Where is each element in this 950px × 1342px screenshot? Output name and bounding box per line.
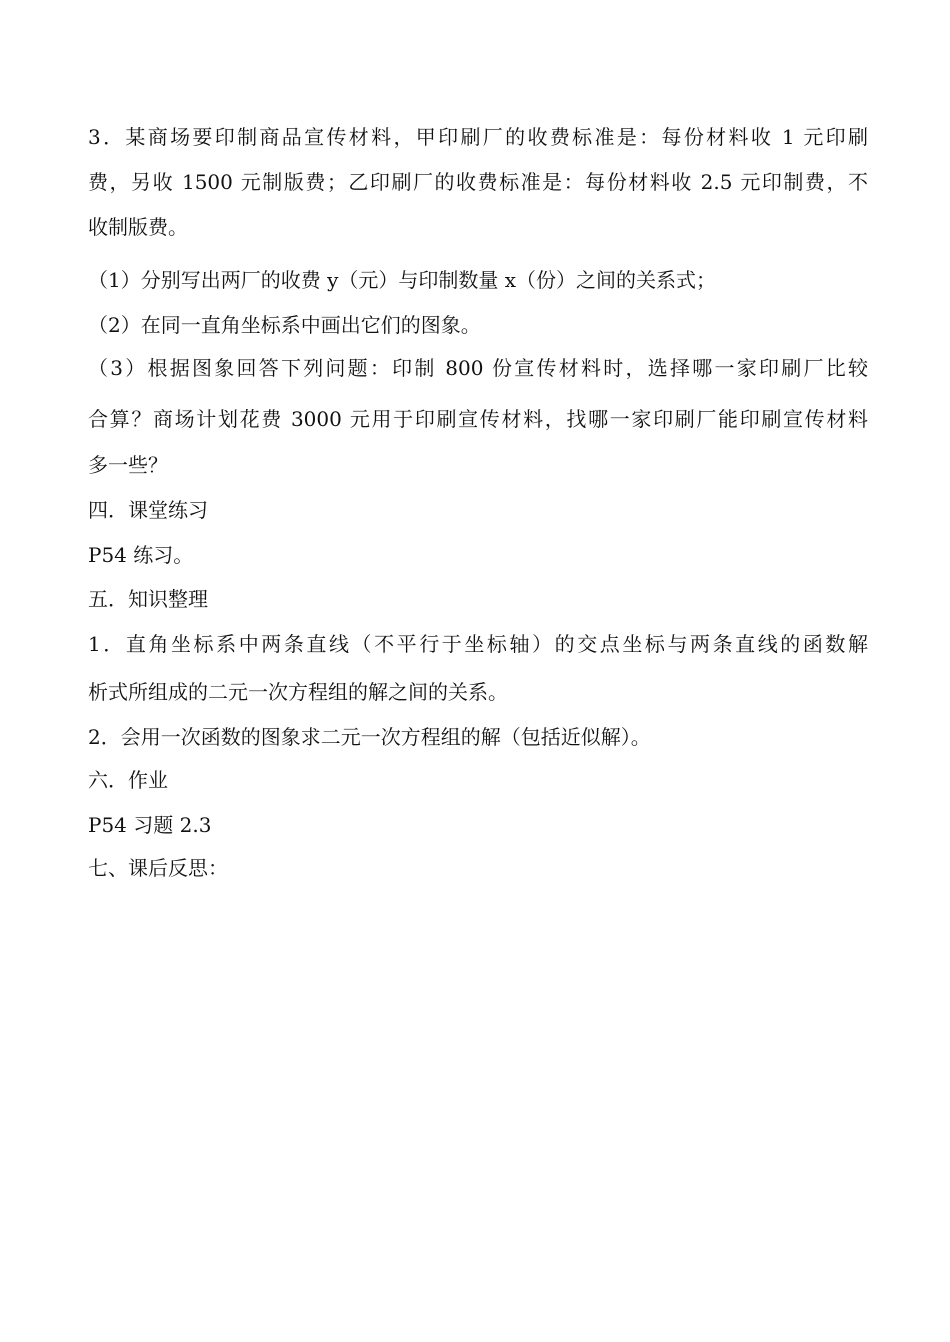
problem-3-line-3: 收制版费。 <box>88 215 188 239</box>
problem-3-line-1: 3．某商场要印制商品宣传材料，甲印刷厂的收费标准是：每份材料收 1 元印刷 <box>88 125 868 149</box>
subquestion-1: （1）分别写出两厂的收费 y（元）与印制数量 x（份）之间的关系式； <box>88 268 717 292</box>
section-heading-reflection: 七、课后反思： <box>88 856 228 880</box>
summary-item-1-line-2: 析式所组成的二元一次方程组的解之间的关系。 <box>88 680 508 704</box>
practice-reference: P54 练习。 <box>88 543 194 567</box>
homework-reference: P54 习题 2.3 <box>88 813 212 837</box>
section-heading-summary: 五．知识整理 <box>88 587 208 611</box>
section-heading-homework: 六．作业 <box>88 768 168 792</box>
subquestion-3-line-1: （3）根据图象回答下列问题：印制 800 份宣传材料时，选择哪一家印刷厂比较 <box>88 356 868 380</box>
subquestion-3-line-3: 多一些？ <box>88 453 168 477</box>
subquestion-3-line-2: 合算？商场计划花费 3000 元用于印刷宣传材料，找哪一家印刷厂能印刷宣传材料 <box>88 407 868 431</box>
problem-3-line-2: 费，另收 1500 元制版费；乙印刷厂的收费标准是：每份材料收 2.5 元印制费，不 <box>88 170 868 194</box>
subquestion-2: （2）在同一直角坐标系中画出它们的图象。 <box>88 313 481 337</box>
section-heading-practice: 四．课堂练习 <box>88 498 208 522</box>
summary-item-1-line-1: 1．直角坐标系中两条直线（不平行于坐标轴）的交点坐标与两条直线的函数解 <box>88 632 868 656</box>
summary-item-2: 2．会用一次函数的图象求二元一次方程组的解（包括近似解）。 <box>88 725 651 749</box>
